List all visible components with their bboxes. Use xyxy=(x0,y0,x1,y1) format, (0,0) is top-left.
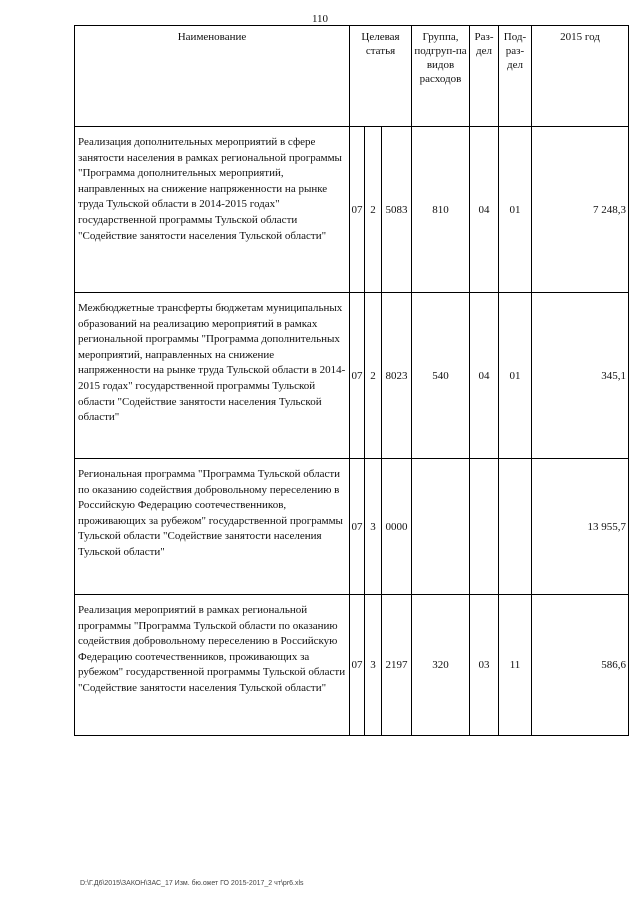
row-amount: 586,6 xyxy=(532,595,629,736)
row-group: 810 xyxy=(412,127,470,293)
row-amount: 7 248,3 xyxy=(532,127,629,293)
row-code3: 2197 xyxy=(382,595,412,736)
row-code1: 07 xyxy=(350,293,365,459)
row-code3: 5083 xyxy=(382,127,412,293)
row-code1: 07 xyxy=(350,127,365,293)
row-code2: 3 xyxy=(365,595,382,736)
row-amount: 13 955,7 xyxy=(532,459,629,595)
row-group: 320 xyxy=(412,595,470,736)
header-group: Группа, подгруп-па видов расходов xyxy=(412,26,470,127)
row-subsection: 11 xyxy=(499,595,532,736)
budget-table xyxy=(74,25,629,736)
header-section: Раз-дел xyxy=(470,26,499,127)
row-name: Реализация дополнительных мероприятий в сфере занятости населения в рамках региональной программы "Программа дополнительных мероприятий, направленных на снижение напряженности на рынке труда Тульской области в 2014-2015 годах" государственной программы Тульской области "Содействие занятости населения Тульской области" xyxy=(75,127,350,293)
row-code2: 2 xyxy=(365,127,382,293)
row-code1: 07 xyxy=(350,459,365,595)
row-section: 03 xyxy=(470,595,499,736)
row-name: Реализация мероприятий в рамках региональной программы "Программа Тульской области по оказанию содействия добровольному переселению в Российскую Федерацию соотечественников, проживающих за рубежом" государственной программы Тульской области "Содействие занятости населения Тульской области" xyxy=(75,595,350,736)
header-year: 2015 год xyxy=(532,26,629,127)
row-code1: 07 xyxy=(350,595,365,736)
table-header-row xyxy=(75,26,629,127)
row-section: 04 xyxy=(470,127,499,293)
header-name: Наименование xyxy=(75,26,350,127)
row-group xyxy=(412,459,470,595)
row-subsection xyxy=(499,459,532,595)
row-section: 04 xyxy=(470,293,499,459)
row-code3: 8023 xyxy=(382,293,412,459)
header-target-article: Целевая статья xyxy=(350,26,412,127)
table-row xyxy=(75,595,629,736)
header-subsection: Под-раз-дел xyxy=(499,26,532,127)
row-section xyxy=(470,459,499,595)
row-name: Региональная программа "Программа Тульской области по оказанию содействия добровольному переселению в Российскую Федерацию соотечественников, проживающих за рубежом" государственной программы Тульской области "Содействие занятости населения Тульской области" xyxy=(75,459,350,595)
page-number: 110 xyxy=(311,13,329,25)
row-subsection: 01 xyxy=(499,293,532,459)
row-code2: 2 xyxy=(365,293,382,459)
table-row xyxy=(75,293,629,459)
file-path-footer: D:\Г.Д6\2015\ЗАКОН\ЗАС_17 Изм. бю.ожет ГО 2015-2017_2 чт\pr6.xls xyxy=(80,880,304,887)
row-code2: 3 xyxy=(365,459,382,595)
row-name: Межбюджетные трансферты бюджетам муниципальных образований на реализацию мероприятий в рамках региональной программы "Программа дополнительных мероприятий, направленных на снижение напряженности на рынке труда Тульской области в 2014-2015 годах" государственной программы Тульской области "Содействие занятости населения Тульской области" xyxy=(75,293,350,459)
row-group: 540 xyxy=(412,293,470,459)
row-amount: 345,1 xyxy=(532,293,629,459)
row-subsection: 01 xyxy=(499,127,532,293)
row-code3: 0000 xyxy=(382,459,412,595)
table-row xyxy=(75,127,629,293)
table-row xyxy=(75,459,629,595)
